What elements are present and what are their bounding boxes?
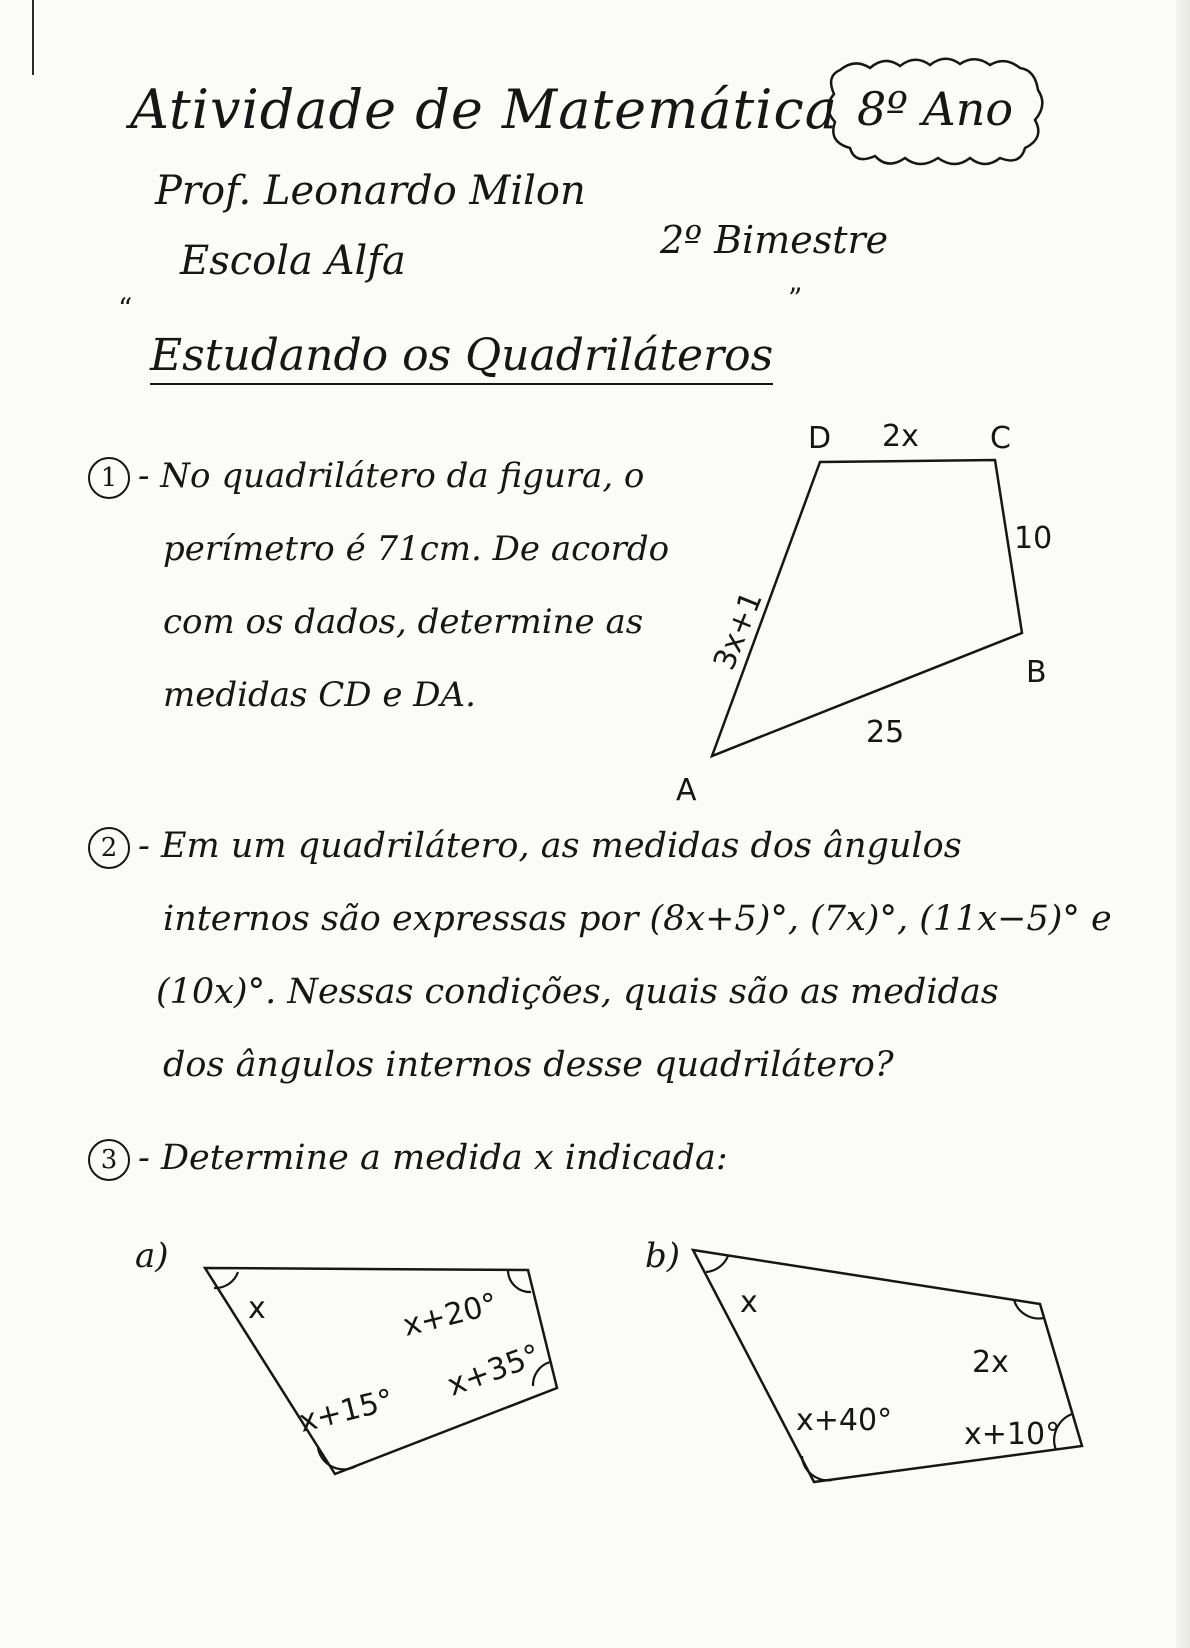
vertex-label-b: B [1026, 655, 1047, 690]
angle-label: x [248, 1291, 266, 1326]
question-2-line: (10x)°. Nessas condições, quais são as medidas [156, 972, 999, 1012]
angle-label: x+15° [295, 1382, 398, 1440]
angle-label: x+40° [796, 1403, 893, 1438]
angle-label: x [740, 1285, 758, 1320]
angle-arc [508, 1271, 531, 1292]
question-1-line: perímetro é 71cm. De acordo [163, 529, 670, 569]
question-number: 2 [88, 827, 130, 869]
page-title: Atividade de Matemática [130, 78, 838, 141]
vertex-label-d: D [808, 421, 832, 456]
term-label: 2º Bimestre [660, 218, 889, 262]
question-1-line: com os dados, determine as [163, 602, 644, 642]
question-number: 3 [88, 1139, 130, 1181]
question-text: - Em um quadrilátero, as medidas dos ângulos [138, 826, 962, 866]
angle-arc [802, 1456, 832, 1480]
quadrilateral-a [205, 1268, 557, 1474]
angle-label: x+35° [442, 1337, 546, 1404]
question-2-line: internos são expressas por (8x+5)°, (7x)°, (11x−5)° e [163, 899, 1112, 939]
angle-label: 2x [972, 1345, 1009, 1380]
grade-label: 8º Ano [856, 82, 1014, 136]
angle-label: x+10° [964, 1417, 1061, 1452]
question-1-line: medidas CD e DA. [163, 675, 476, 715]
angle-arc [706, 1256, 728, 1272]
close-quote-mark: ” [788, 282, 803, 315]
side-label-ad: 3x+1 [706, 586, 770, 675]
vertex-label-c: C [990, 421, 1011, 456]
vertex-label-a: A [676, 773, 697, 808]
item-a-label: a) [135, 1236, 169, 1276]
question-text: - No quadrilátero da figura, o [138, 456, 645, 496]
side-label-dc: 2x [882, 419, 919, 454]
side-label-cb: 10 [1014, 521, 1053, 556]
side-label-ba: 25 [866, 715, 905, 750]
section-subtitle: Estudando os Quadriláteros [150, 330, 773, 385]
open-quote-mark: “ [118, 292, 133, 325]
quadrilateral-b [693, 1250, 1082, 1482]
item-b-label: b) [645, 1236, 681, 1276]
question-number: 1 [88, 457, 130, 499]
question-text: - Determine a medida x indicada: [138, 1138, 728, 1178]
teacher-name: Prof. Leonardo Milon [155, 168, 586, 214]
question-2-line: dos ângulos internos desse quadrilátero? [163, 1045, 894, 1085]
angle-label: x+20° [399, 1286, 502, 1344]
school-name: Escola Alfa [180, 238, 406, 284]
